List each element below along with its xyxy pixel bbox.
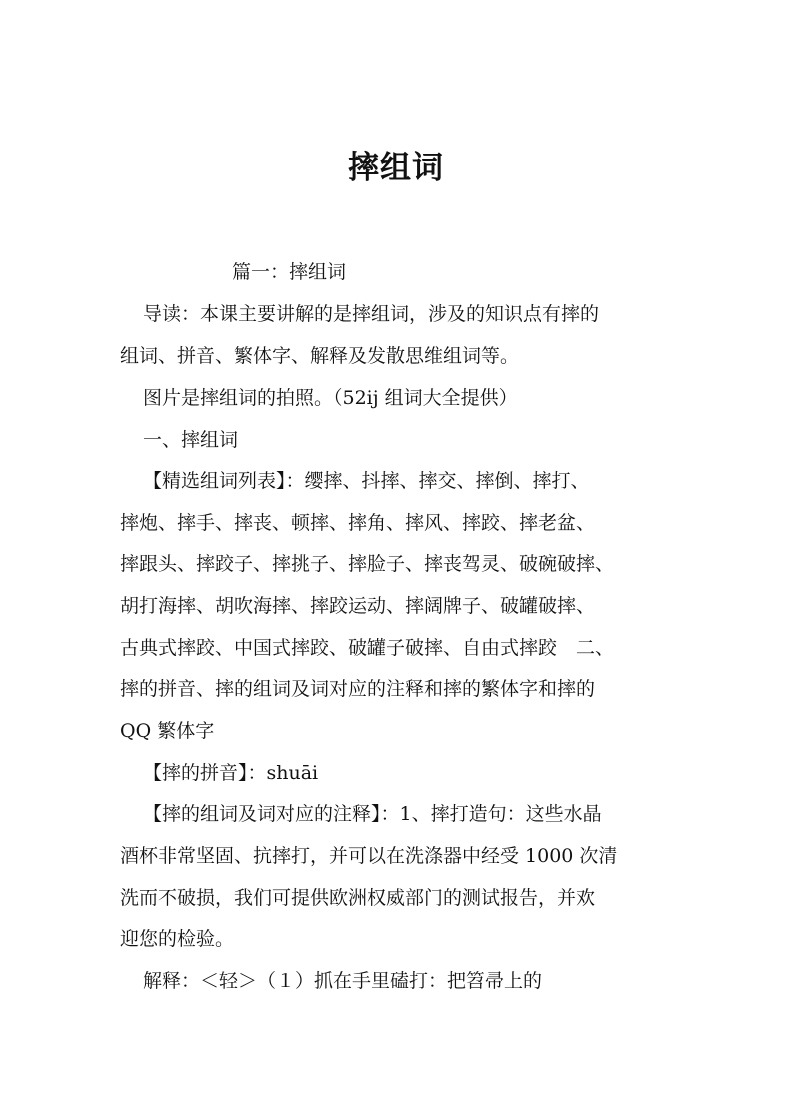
paragraph-line: 图片是摔组词的拍照。（52ij 组词大全提供） [143,387,518,409]
paragraph-line: 【摔的组词及词对应的注释】：1、摔打造句：这些水晶 [143,803,602,825]
paragraph-line: 【精选组词列表】：缨摔、抖摔、摔交、摔倒、摔打、 [143,470,590,492]
paragraph-line: 解释：＜轻＞（１）抓在手里磕打：把笤帚上的 [143,970,543,992]
paragraph-line: 酒杯非常坚固、抗摔打，并可以在洗涤器中经受 1000 次清 [120,845,618,867]
paragraph-line: 胡打海摔、胡吹海摔、摔跤运动、摔阔牌子、破罐破摔、 [120,595,596,617]
section-heading: 篇一：摔组词 [232,261,347,283]
paragraph-line: QQ 繁体字 [120,720,215,742]
section-heading: 一、摔组词 [143,429,239,451]
paragraph-line: 摔跟头、摔跤子、摔挑子、摔脸子、摔丧驾灵、破碗破摔、 [120,553,615,575]
document-title: 摔组词 [348,150,444,186]
paragraph-line: 【摔的拼音】：shuāi [143,762,319,784]
paragraph-line: 迎您的检验。 [120,928,235,950]
paragraph-line: 古典式摔跤、中国式摔跤、破罐子破摔、自由式摔跤 二、 [120,637,615,659]
paragraph-line: 组词、拼音、繁体字、解释及发散思维组词等。 [120,345,520,367]
paragraph-line: 摔炮、摔手、摔丧、顿摔、摔角、摔风、摔跤、摔老盆、 [120,512,596,534]
paragraph-line: 导读：本课主要讲解的是摔组词，涉及的知识点有摔的 [143,303,600,325]
paragraph-line: 摔的拼音、摔的组词及词对应的注释和摔的繁体字和摔的 [120,678,596,700]
paragraph-line: 洗而不破损，我们可提供欧洲权威部门的测试报告，并欢 [120,887,596,909]
